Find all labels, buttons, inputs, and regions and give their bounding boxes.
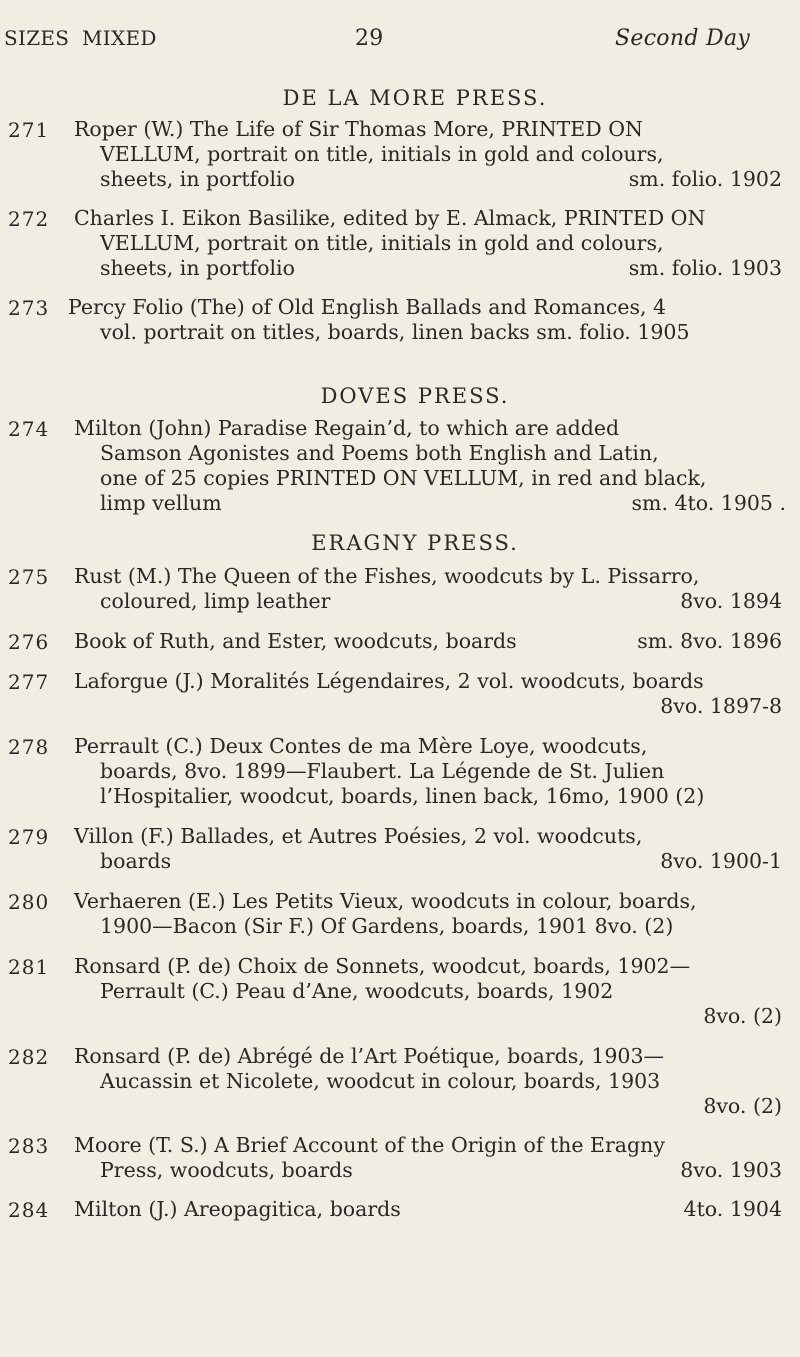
lot-entry — [74, 954, 786, 1029]
lot-format-date: sm. 4to. 1905 . — [631, 491, 786, 515]
lot-line: Moore (T. S.) A Brief Account of the Origin of the Eragny — [74, 1133, 665, 1157]
lot-line: Perrault (C.) Peau d’Ane, woodcuts, boards, 1902 — [100, 979, 614, 1003]
lot-line: Press, woodcuts, boards — [100, 1158, 353, 1182]
lot-line: Villon (F.) Ballades, et Autres Poésies, 2 vol. woodcuts, — [74, 824, 643, 848]
running-head-mixed: MIXED — [82, 26, 157, 50]
running-head-sizes: SIZES — [4, 26, 70, 50]
lot-format-date: 4to. 1904 — [683, 1197, 782, 1221]
lot-entry — [74, 669, 786, 719]
lot-line: Milton (J.) Areopagitica, boards — [74, 1197, 401, 1221]
running-head — [0, 26, 800, 56]
section-heading-eragny-press: ERAGNY PRESS. — [311, 531, 519, 555]
lot-format-date: sm. folio. 1903 — [628, 256, 782, 280]
lot-number: 278 — [8, 735, 50, 759]
lot-number: 273 — [8, 296, 50, 320]
lot-line: one of 25 copies PRINTED ON VELLUM, in red and black, — [100, 466, 707, 490]
lot-number: 275 — [8, 565, 50, 589]
lot-number: 284 — [8, 1198, 50, 1222]
lot-number: 277 — [8, 670, 50, 694]
lot-entry — [74, 117, 786, 192]
lot-line: sheets, in portfolio — [100, 167, 295, 191]
page-number: 29 — [355, 26, 384, 51]
lot-line: Charles I. Eikon Basilike, edited by E. Almack, PRINTED ON — [74, 206, 706, 230]
lot-entry — [74, 734, 786, 809]
lot-format-date: sm. folio. 1902 — [628, 167, 782, 191]
section-heading-doves-press: DOVES PRESS. — [320, 384, 510, 408]
lot-entry — [74, 564, 786, 614]
running-head-day: Second Day — [615, 26, 751, 51]
lot-line: Perrault (C.) Deux Contes de ma Mère Loye, woodcuts, — [74, 734, 648, 758]
lot-line: Verhaeren (E.) Les Petits Vieux, woodcuts in colour, boards, — [74, 889, 697, 913]
lot-entry — [74, 1133, 786, 1183]
lot-line: VELLUM, portrait on title, initials in gold and colours, — [100, 231, 664, 255]
lot-line: boards — [100, 849, 172, 873]
lot-format-date: 8vo. 1900-1 — [660, 849, 782, 873]
lot-line: Ronsard (P. de) Choix de Sonnets, woodcut, boards, 1902— — [74, 954, 691, 978]
lot-entry — [74, 1044, 786, 1119]
lot-number: 280 — [8, 890, 50, 914]
lot-entry — [74, 1197, 786, 1222]
lot-format-date: 8vo. 1897-8 — [660, 694, 782, 718]
section-heading-de-la-more-press: DE LA MORE PRESS. — [282, 86, 548, 110]
lot-line: limp vellum — [100, 491, 222, 515]
lot-format-date: 8vo. (2) — [703, 1094, 782, 1118]
lot-number: 279 — [8, 825, 50, 849]
lot-format-date: 8vo. 1894 — [680, 589, 782, 613]
lot-line: coloured, limp leather — [100, 589, 331, 613]
lot-format-date: 8vo. 1903 — [680, 1158, 782, 1182]
lot-number: 271 — [8, 118, 50, 142]
lot-format-date: 8vo. (2) — [703, 1004, 782, 1028]
lot-line: sheets, in portfolio — [100, 256, 295, 280]
lot-line: Aucassin et Nicolete, woodcut in colour, boards, 1903 — [100, 1069, 661, 1093]
lot-number: 283 — [8, 1134, 50, 1158]
lot-line: Percy Folio (The) of Old English Ballads and Romances, 4 — [68, 295, 667, 319]
lot-line: VELLUM, portrait on title, initials in gold and colours, — [100, 142, 664, 166]
lot-entry — [68, 295, 780, 345]
lot-entry — [74, 416, 786, 516]
lot-line: Milton (John) Paradise Regain’d, to which are added — [74, 416, 620, 440]
lot-entry — [74, 206, 786, 281]
lot-line: Roper (W.) The Life of Sir Thomas More, PRINTED ON — [74, 117, 643, 141]
lot-line: Laforgue (J.) Moralités Légendaires, 2 vol. woodcuts, boards — [74, 669, 704, 693]
lot-line: l’Hospitalier, woodcut, boards, linen back, 16mo, 1900 (2) — [100, 784, 705, 808]
lot-number: 272 — [8, 207, 50, 231]
lot-number: 281 — [8, 955, 50, 979]
lot-line: Book of Ruth, and Ester, woodcuts, boards — [74, 629, 517, 653]
lot-number: 282 — [8, 1045, 50, 1069]
lot-entry — [74, 824, 786, 874]
lot-line: Ronsard (P. de) Abrégé de l’Art Poétique, boards, 1903— — [74, 1044, 664, 1068]
lot-number: 276 — [8, 630, 50, 654]
lot-line: 1900—Bacon (Sir F.) Of Gardens, boards, 1901 8vo. (2) — [100, 914, 674, 938]
lot-entry — [74, 629, 786, 654]
lot-entry — [74, 889, 786, 939]
lot-format-date: sm. 8vo. 1896 — [637, 629, 782, 653]
lot-number: 274 — [8, 417, 50, 441]
lot-line: vol. portrait on titles, boards, linen backs sm. folio. 1905 — [100, 320, 690, 344]
lot-line: boards, 8vo. 1899—Flaubert. La Légende de St. Julien — [100, 759, 665, 783]
lot-line: Samson Agonistes and Poems both English and Latin, — [100, 441, 659, 465]
lot-line: Rust (M.) The Queen of the Fishes, woodcuts by L. Pissarro, — [74, 564, 700, 588]
